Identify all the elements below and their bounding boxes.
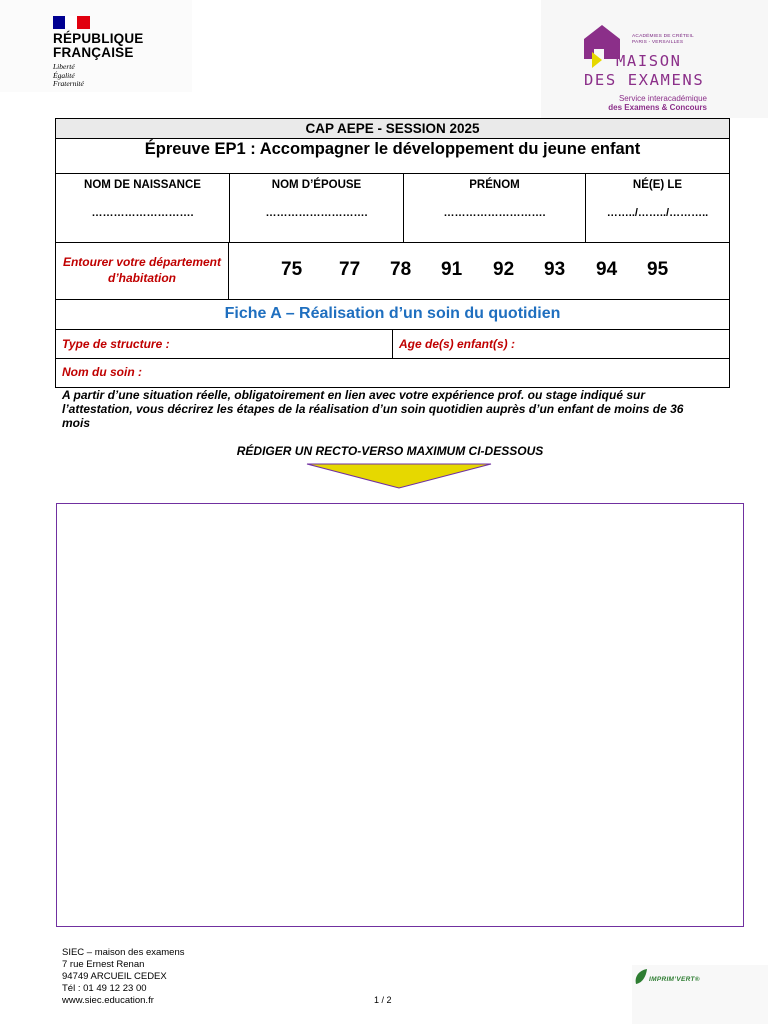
identity-row xyxy=(56,173,729,242)
prenom-label: PRÉNOM xyxy=(469,179,520,191)
structure-row xyxy=(56,329,729,358)
answer-writing-box[interactable] xyxy=(56,503,744,927)
rf-title-line1: RÉPUBLIQUE xyxy=(53,31,144,46)
departement-78[interactable]: 78 xyxy=(390,259,412,280)
maison-service xyxy=(590,95,707,112)
french-flag-icon xyxy=(53,16,90,29)
footer-street: 7 rue Ernest Renan xyxy=(62,959,145,970)
date-naissance-cell[interactable] xyxy=(585,174,729,242)
departement-94[interactable]: 94 xyxy=(596,259,618,280)
footer-city: 94749 ARCUEIL CEDEX xyxy=(62,971,167,982)
instructions-text: A partir d’une situation réelle, obligatoirement en lien avec votre expérience prof. ou stage indiqué sur l’attestation, vous décrirez les étapes de la réalisation d’un soin quotidien auprès d’un enfant de moins de 36 mois xyxy=(62,388,684,430)
session-title: CAP AEPE - SESSION 2025 xyxy=(56,119,729,138)
nom-epouse-cell[interactable] xyxy=(229,174,403,242)
republique-motto xyxy=(53,63,84,89)
date-naissance-label: NÉ(E) LE xyxy=(632,179,683,191)
departement-77[interactable]: 77 xyxy=(339,259,361,280)
epreuve-title: Épreuve EP1 : Accompagner le développement du jeune enfant xyxy=(56,138,729,173)
footer-org: SIEC – maison des examens xyxy=(62,947,185,958)
motto-egalite: Égalité xyxy=(53,70,75,80)
down-arrow-icon xyxy=(306,463,492,489)
nom-epouse-field[interactable]: ………………………. xyxy=(265,207,368,219)
age-enfants-field[interactable]: Age de(s) enfant(s) : xyxy=(399,337,516,351)
academies-line2: PARIS - VERSAILLES xyxy=(632,40,684,45)
page-number: 1 / 2 xyxy=(374,995,392,1005)
nom-naissance-cell[interactable] xyxy=(56,174,229,242)
departement-93[interactable]: 93 xyxy=(544,259,566,280)
maison-academies xyxy=(632,34,694,46)
nom-naissance-label: NOM DE NAISSANCE xyxy=(84,179,201,191)
prenom-field[interactable]: ………………………. xyxy=(443,207,546,219)
type-structure-field[interactable]: Type de structure : xyxy=(56,330,393,358)
nom-soin-field[interactable]: Nom du soin : xyxy=(56,358,729,387)
maison-name-line2: DES EXAMENS xyxy=(584,71,705,89)
exam-header-table xyxy=(55,118,730,388)
service-line2: des Examens & Concours xyxy=(608,102,707,112)
fiche-title: Fiche A – Réalisation d’un soin du quotidien xyxy=(56,299,729,329)
leaf-icon xyxy=(634,968,648,986)
nom-epouse-label: NOM D’ÉPOUSE xyxy=(271,179,362,191)
motto-liberte: Liberté xyxy=(53,62,75,71)
prenom-cell[interactable] xyxy=(403,174,585,242)
departement-95[interactable]: 95 xyxy=(647,259,669,280)
maison-name xyxy=(584,52,704,90)
departement-91[interactable]: 91 xyxy=(441,259,463,280)
departement-row xyxy=(56,242,729,299)
footer-website[interactable]: www.siec.education.fr xyxy=(62,995,154,1006)
motto-fraternite: Fraternité xyxy=(53,79,84,88)
departement-label: Entourer votre département d’habitation xyxy=(56,243,229,299)
republique-francaise-title xyxy=(53,32,144,60)
rediger-heading: RÉDIGER UN RECTO-VERSO MAXIMUM CI-DESSOUS xyxy=(236,444,544,458)
date-naissance-field[interactable]: ……../……../……….. xyxy=(606,207,709,219)
nom-naissance-field[interactable]: ………………………. xyxy=(91,207,194,219)
departement-92[interactable]: 92 xyxy=(493,259,515,280)
rf-title-line2: FRANÇAISE xyxy=(53,45,134,60)
footer-phone: Tél : 01 49 12 23 00 xyxy=(62,983,147,994)
service-line1: Service interacadémique xyxy=(618,94,707,103)
academies-line1: ACADÉMIES DE CRÉTEIL xyxy=(632,34,694,39)
departement-75[interactable]: 75 xyxy=(281,259,303,280)
footer-address xyxy=(62,947,185,1007)
departement-options xyxy=(229,243,729,299)
maison-name-line1: MAISON xyxy=(616,52,682,70)
imprim-vert-logo-area xyxy=(632,965,768,1024)
imprim-vert-label: IMPRIM’VERT® xyxy=(649,976,700,983)
